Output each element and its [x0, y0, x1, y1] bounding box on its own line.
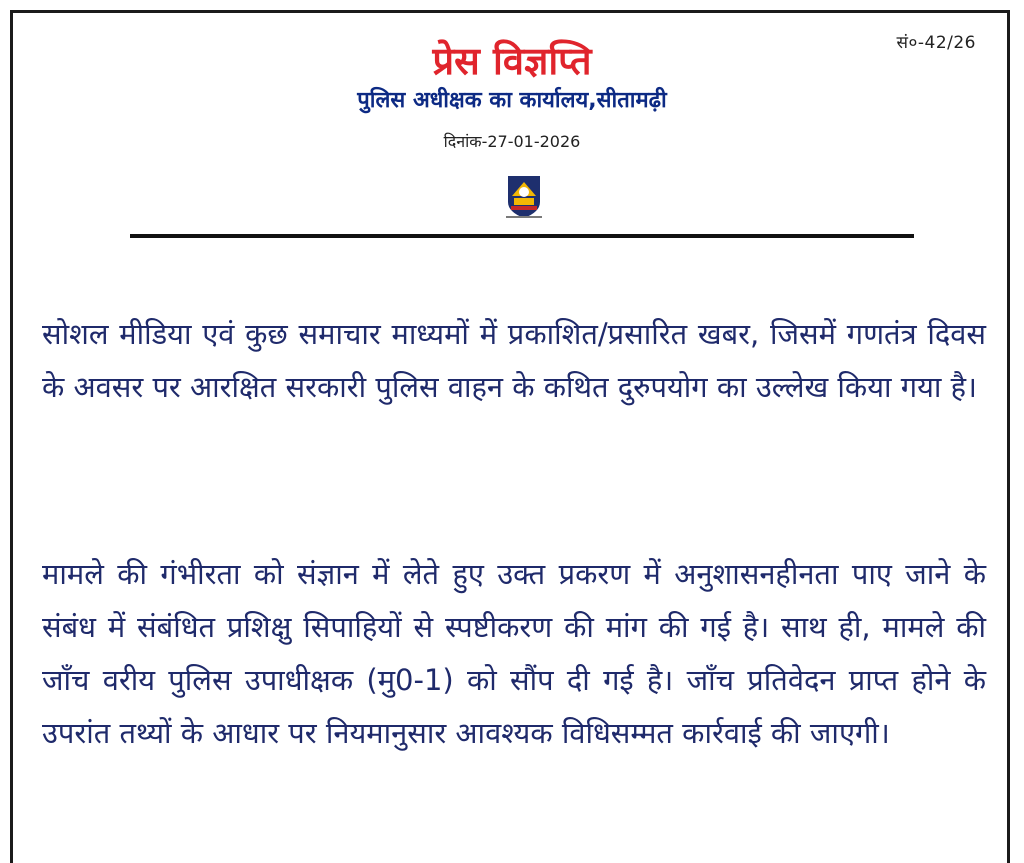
bihar-police-emblem-icon: [502, 172, 546, 222]
document-header: [0, 38, 1024, 152]
paragraph-2: मामले की गंभीरता को संज्ञान में लेते हुए उक्त प्रकरण में अनुशासनहीनता पाए जाने के संबंध में संबंधित प्रशिक्षु सिपाहियों से स्पष्टीकरण की मांग की गई है। साथ ही, मामले की जाँच वरीय पुलिस उपाधीक्षक (मु0-1) को सौंप दी गई है। जाँच प्रतिवेदन प्राप्त होने के उपरांत तथ्यों के आधार पर नियमानुसार आवश्यक विधिसम्मत कार्रवाई की जाएगी।: [42, 557, 986, 750]
office-name: पुलिस अधीक्षक का कार्यालय,सीतामढ़ी: [357, 88, 667, 113]
press-release-title: प्रेस विज्ञप्ति: [432, 39, 592, 83]
issue-date: दिनांक-27-01-2026: [443, 132, 581, 151]
paragraph-1: सोशल मीडिया एवं कुछ समाचार माध्यमों में प्रकाशित/प्रसारित खबर, जिसमें गणतंत्र दिवस के अवसर पर आरक्षित सरकारी पुलिस वाहन के कथित दुरुपयोग का उल्लेख किया गया है।: [42, 317, 986, 404]
reference-number: सं०-42/26: [896, 33, 976, 53]
header-divider: [130, 234, 914, 238]
